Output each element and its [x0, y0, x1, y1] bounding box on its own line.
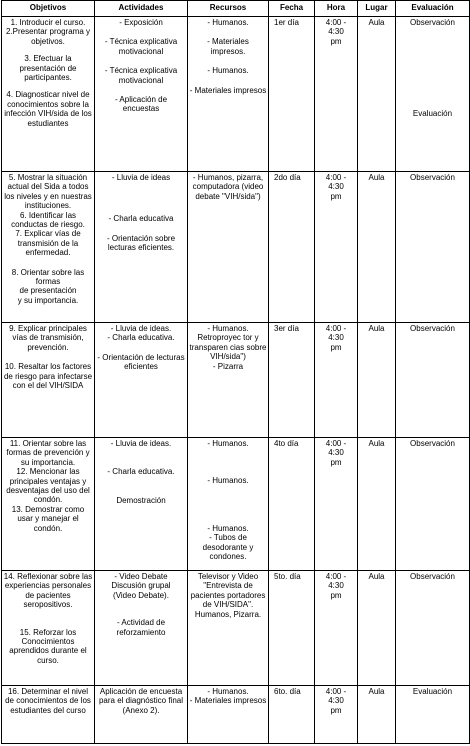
cell-recursos: [188, 571, 269, 686]
cell-actividades: [95, 686, 188, 744]
fecha-text: 1er día: [274, 18, 299, 27]
cell-fecha: [269, 438, 315, 571]
cell-actividades: [95, 571, 188, 686]
evaluacion-text: Observación: [410, 439, 455, 448]
recursos-text: - Humanos.: [207, 476, 249, 486]
actividades-text: - Actividad de reforzamiento: [116, 618, 166, 637]
evaluacion-text: Evaluación: [412, 109, 453, 119]
objetivos-text: 11. Orientar sobre las formas de prevención y su importancia. 12. Mencionar las principales ventajas y desventajas del uso del condón. 13. Demostrar como usar y manejar el condón.: [6, 439, 90, 533]
cell-objetivos: [2, 323, 95, 438]
hora-text: 4:00 - 4:30 pm: [325, 173, 347, 201]
header-actividades: Actividades: [95, 1, 188, 17]
cell-hora: [315, 438, 358, 571]
cell-lugar: [358, 172, 396, 323]
cell-actividades: [95, 323, 188, 438]
evaluacion-text: Observación: [410, 18, 455, 27]
cell-recursos: [188, 686, 269, 744]
hora-text: 4:00 - 4:30 pm: [325, 572, 347, 600]
table-row: [2, 323, 470, 438]
cell-lugar: [358, 438, 396, 571]
cell-actividades: [95, 438, 188, 571]
objetivos-text: 3. Efectuar la presentación de participantes.: [19, 54, 77, 83]
recursos-text: - Humanos, pizarra, computadora (video debate "VIH/sida"): [192, 173, 264, 201]
table-row: [2, 686, 470, 744]
evaluacion-text: Observación: [410, 324, 455, 333]
objetivos-text: 4. Diagnosticar nivel de conocimientos sobre la infección VIH/sida de los estudiantes: [4, 90, 92, 128]
actividades-text: - Aplicación de encuestas: [114, 95, 168, 114]
hora-text: 4:00 - 4:30 pm: [325, 18, 347, 46]
actividades-text: - Lluvia de ideas.: [110, 439, 172, 448]
header-lugar: Lugar: [358, 1, 396, 17]
recursos-text: - Humanos.: [207, 439, 249, 448]
actividades-text: - Video Debate Discusión grupal (Video Debate).: [111, 572, 171, 600]
cell-recursos: [188, 323, 269, 438]
cell-recursos: [188, 17, 269, 172]
lugar-text: Aula: [368, 173, 385, 182]
recursos-text: - Humanos. - Materiales impresos: [189, 687, 267, 706]
lugar-text: Aula: [368, 324, 385, 333]
cell-objetivos: [2, 17, 95, 172]
cell-objetivos: [2, 172, 95, 323]
objetivos-text: 15. Reforzar los Conocimientos aprendidos durante el curso.: [9, 627, 87, 665]
fecha-text: 5to. día: [274, 572, 301, 581]
evaluacion-text: Observación: [410, 572, 455, 581]
actividades-text: Demostración: [116, 495, 166, 505]
evaluacion-text: Evaluación: [412, 687, 453, 696]
cell-hora: [315, 571, 358, 686]
lugar-text: Aula: [368, 439, 385, 448]
actividades-text: - Técnica explicativa motivacional: [104, 66, 178, 85]
cell-evaluacion: [396, 323, 470, 438]
cell-recursos: [188, 172, 269, 323]
actividades-text: - Lluvia de ideas. - Charla educativa.: [107, 324, 175, 343]
lugar-text: Aula: [368, 572, 385, 581]
cell-recursos: [188, 438, 269, 571]
objetivos-text: 10. Resaltar los factores de riesgo para infectarse con el del VIH/SIDA: [3, 362, 93, 391]
cell-evaluacion: [396, 172, 470, 323]
header-objetivos: Objetivos: [2, 1, 95, 17]
table-row: [2, 438, 470, 571]
fecha-text: 6to. día: [274, 687, 301, 696]
cell-objetivos: [2, 438, 95, 571]
evaluacion-text: Observación: [410, 173, 455, 182]
cell-lugar: [358, 571, 396, 686]
objetivos-text: 16. Determinar el nivel de conocimientos de los estudiantes del curso: [5, 687, 91, 715]
hora-text: 4:00 - 4:30 pm: [325, 324, 347, 352]
recursos-text: - Materiales impresos.: [207, 37, 249, 56]
cell-evaluacion: [396, 438, 470, 571]
cell-hora: [315, 323, 358, 438]
cell-lugar: [358, 323, 396, 438]
cell-fecha: [269, 323, 315, 438]
fecha-text: 4to día: [274, 439, 299, 448]
lugar-text: Aula: [368, 18, 385, 27]
fecha-text: 2do día: [274, 173, 301, 182]
header-evaluacion: Evaluación: [396, 1, 470, 17]
cell-actividades: [95, 172, 188, 323]
actividades-text: - Orientación de lecturas eficientes: [97, 352, 185, 372]
cell-hora: [315, 172, 358, 323]
cell-evaluacion: [396, 686, 470, 744]
cell-objetivos: [2, 571, 95, 686]
cell-hora: [315, 686, 358, 744]
actividades-text: - Charla educativa: [108, 214, 174, 224]
objetivos-text: 8. Orientar sobre las formas de presentación y su importancia.: [11, 267, 85, 305]
cell-actividades: [95, 17, 188, 172]
hora-text: 4:00 - 4:30 pm: [325, 687, 347, 715]
header-hora: Hora: [315, 1, 358, 17]
recursos-text: - Materiales impresos: [189, 85, 267, 95]
actividades-text: - Orientación sobre lecturas eficientes.: [106, 233, 176, 253]
header-fecha: Fecha: [269, 1, 315, 17]
cell-evaluacion: [396, 17, 470, 172]
cell-lugar: [358, 686, 396, 744]
cell-objetivos: [2, 686, 95, 744]
objetivos-text: 5. Mostrar la situación actual del Sida a todos los niveles y en nuestras instituciones. 6. Identificar las conductas de riesgo. 7. Explicar vías de transmisión de la enfermedad.: [4, 173, 92, 258]
table-row: [2, 172, 470, 323]
cell-fecha: [269, 571, 315, 686]
actividades-text: - Charla educativa.: [107, 467, 175, 477]
hora-text: 4:00 - 4:30 pm: [325, 439, 347, 467]
recursos-text: - Humanos.: [207, 18, 249, 27]
cell-fecha: [269, 17, 315, 172]
objetivos-text: 9. Explicar principales vías de transmisión, prevención.: [9, 324, 87, 352]
recursos-text: Televisor y Video "Entrevista de pacientes portadores de VIH/SIDA". Humanos, Pizarra.: [190, 572, 266, 619]
actividades-text: - Lluvia de ideas: [111, 173, 171, 182]
fecha-text: 3er día: [274, 324, 299, 333]
actividades-text: Aplicación de encuesta para el diagnóstico final (Anexo 2).: [98, 687, 184, 715]
recursos-text: - Humanos.: [207, 66, 249, 76]
objetivos-text: 14. Reflexionar sobre las experiencias personales de pacientes seropositivos.: [3, 572, 93, 610]
course-schedule-table: [1, 0, 470, 744]
recursos-text: - Humanos. - Tubos de desodorante y condones.: [202, 523, 254, 562]
table-row: [2, 17, 470, 172]
cell-evaluacion: [396, 571, 470, 686]
cell-lugar: [358, 17, 396, 172]
table-header: [2, 1, 470, 17]
objetivos-text: 1. Introducir el curso. 2.Presentar programa y objetivos.: [5, 18, 91, 46]
actividades-text: - Exposición: [119, 18, 163, 27]
table-row: [2, 571, 470, 686]
cell-hora: [315, 17, 358, 172]
actividades-text: - Técnica explicativa motivacional: [104, 37, 178, 56]
header-recursos: Recursos: [188, 1, 269, 17]
cell-fecha: [269, 686, 315, 744]
lugar-text: Aula: [368, 687, 385, 696]
cell-fecha: [269, 172, 315, 323]
header-row: [2, 1, 470, 17]
table-body: [2, 17, 470, 744]
recursos-text: - Humanos. Retroproyec tor y transparen cias sobre VIH/sida") - Pizarra: [189, 324, 267, 371]
